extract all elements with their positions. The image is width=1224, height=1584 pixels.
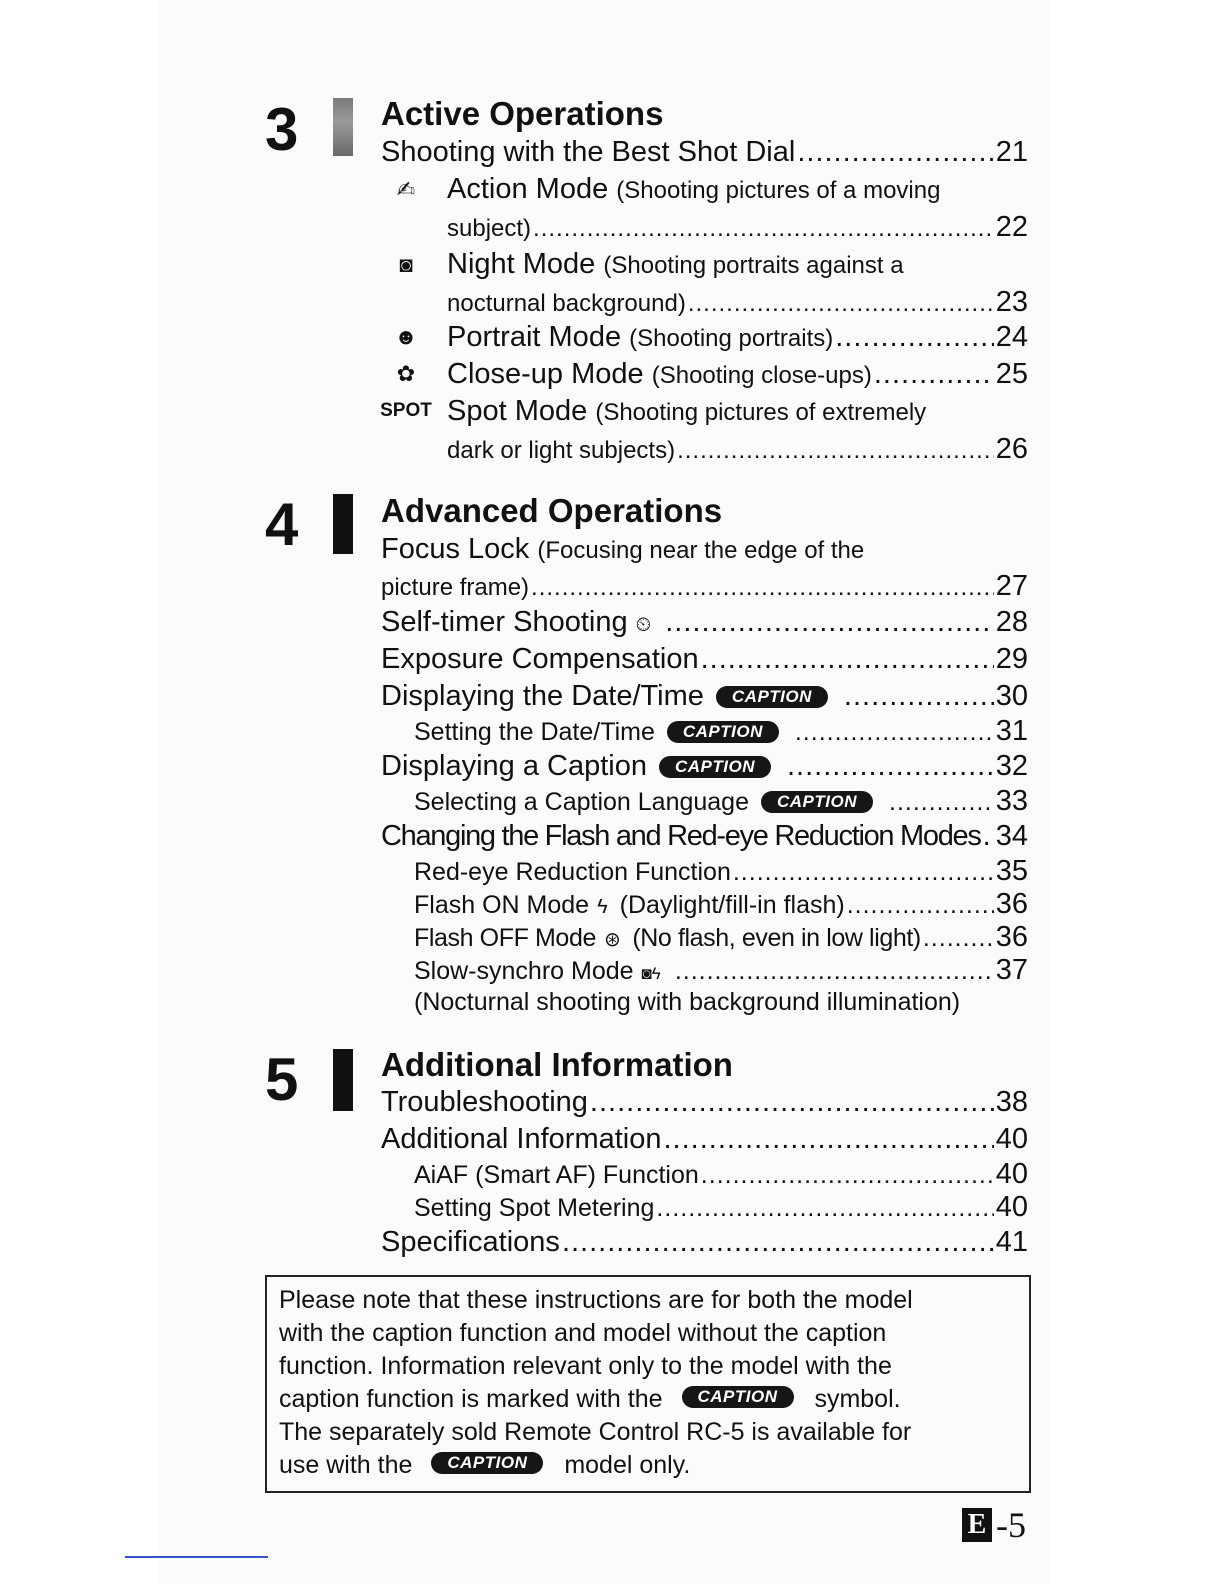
note-text: model only. <box>564 1451 691 1479</box>
entry-label: Specifications <box>381 1226 560 1258</box>
dot-leader <box>797 138 993 167</box>
entry-label: Flash OFF Mode <box>414 924 596 952</box>
page-number: 37 <box>995 954 1028 986</box>
toc-entry-close-up-mode[interactable] <box>447 360 1028 389</box>
entry-label: Portrait Mode <box>447 321 622 353</box>
entry-label: Spot Mode <box>447 395 588 427</box>
note-line <box>279 1453 690 1478</box>
section-title-advanced-operations: Advanced Operations <box>381 492 723 529</box>
page-number: 31 <box>995 715 1028 747</box>
dot-leader <box>701 645 994 674</box>
page-number: 36 <box>995 888 1028 920</box>
toc-entry-display-caption[interactable] <box>381 752 1028 781</box>
entry-label: Troubleshooting <box>381 1086 588 1118</box>
toc-entry-flash-modes[interactable] <box>381 822 1028 851</box>
dot-leader <box>847 893 994 918</box>
page-number: 40 <box>995 1158 1028 1190</box>
dot-leader <box>665 608 994 637</box>
footer-rule <box>125 1556 268 1558</box>
dot-leader <box>835 323 994 352</box>
note-text: caption function is marked with the <box>279 1385 663 1413</box>
entry-label: Focus Lock <box>381 533 530 565</box>
entry-description: picture frame) <box>381 574 530 601</box>
toc-entry-display-date-time[interactable] <box>381 682 1028 711</box>
dot-leader <box>874 360 994 389</box>
night-mode-icon: ◙ <box>399 252 413 277</box>
page-number: 25 <box>995 358 1028 390</box>
toc-entry-spot-metering[interactable] <box>414 1193 1028 1222</box>
dot-leader <box>677 439 994 463</box>
entry-label: Setting the Date/Time <box>414 718 655 746</box>
dot-leader <box>787 752 994 781</box>
entry-label: Close-up Mode <box>447 358 644 390</box>
entry-label: Setting Spot Metering <box>414 1194 655 1222</box>
entry-description: (Shooting pictures of a moving <box>616 177 941 204</box>
page-number: 23 <box>995 286 1028 318</box>
chapter-bar-5 <box>333 1049 353 1111</box>
slow-synchro-icon: ◙ϟ <box>641 964 661 983</box>
entry-label: Night Mode <box>447 248 596 280</box>
dot-leader <box>590 1088 994 1117</box>
page-number: 38 <box>995 1086 1028 1118</box>
caption-badge: CAPTION <box>431 1452 543 1474</box>
toc-entry-troubleshooting[interactable] <box>381 1088 1028 1117</box>
entry-label: Shooting with the Best Shot Dial <box>381 136 796 168</box>
page-number: 32 <box>995 750 1028 782</box>
note-line: with the caption function and model without the caption <box>279 1319 887 1347</box>
entry-label: Displaying a Caption <box>381 750 647 782</box>
dot-leader <box>701 1163 994 1188</box>
toc-entry-continuation[interactable] <box>447 288 1028 317</box>
caption-badge: CAPTION <box>682 1386 794 1408</box>
language-badge: E <box>962 1508 992 1542</box>
toc-entry-continuation[interactable] <box>447 213 1028 242</box>
page-number: 35 <box>995 855 1028 887</box>
page-number: 30 <box>995 680 1028 712</box>
chapter-bar-3 <box>333 98 353 156</box>
entry-description: (Focusing near the edge of the <box>537 537 865 564</box>
note-text: symbol. <box>814 1385 901 1413</box>
chapter-number-4: 4 <box>265 491 299 558</box>
entry-label: AiAF (Smart AF) Function <box>414 1161 699 1189</box>
dot-leader <box>531 576 994 600</box>
toc-entry-exposure-compensation[interactable] <box>381 645 1028 674</box>
note-line: function. Information relevant only to the model with the <box>279 1352 892 1380</box>
note-line: Please note that these instructions are for both the model <box>279 1286 913 1314</box>
entry-label: Slow-synchro Mode <box>414 957 634 985</box>
toc-entry-spot-mode[interactable] <box>447 397 926 426</box>
spot-mode-icon: SPOT <box>380 400 432 421</box>
caption-badge: CAPTION <box>659 756 771 778</box>
page-number: 22 <box>995 211 1028 243</box>
section-title-active-operations: Active Operations <box>381 95 664 132</box>
toc-entry[interactable] <box>381 138 1028 167</box>
page-number: 21 <box>995 136 1028 168</box>
dot-leader <box>733 860 994 885</box>
toc-entry-set-date-time[interactable] <box>414 717 1028 746</box>
entry-description: subject) <box>447 215 532 242</box>
dot-leader <box>923 926 994 951</box>
toc-entry-description: (Nocturnal shooting with background illumination) <box>414 988 961 1016</box>
dot-leader <box>795 720 994 745</box>
entry-label: Displaying the Date/Time <box>381 680 704 712</box>
entry-label: Exposure Compensation <box>381 643 699 675</box>
dot-leader <box>675 959 994 984</box>
toc-entry-aiaf[interactable] <box>414 1160 1028 1189</box>
toc-entry-additional-info[interactable] <box>381 1125 1028 1154</box>
chapter-number-3: 3 <box>265 96 299 163</box>
toc-entry-flash-on[interactable] <box>414 890 1028 919</box>
page-number: 40 <box>995 1191 1028 1223</box>
entry-label: Action Mode <box>447 173 609 205</box>
portrait-mode-icon: ☻ <box>394 324 418 349</box>
toc-entry-night-mode[interactable] <box>447 250 904 279</box>
entry-description: nocturnal background) <box>447 290 686 317</box>
page-number: 26 <box>995 433 1028 465</box>
dot-leader <box>562 1228 994 1257</box>
self-timer-icon: ⏲ <box>635 614 652 636</box>
page-number: 28 <box>995 606 1028 638</box>
flash-on-icon: ϟ <box>597 896 608 918</box>
caption-badge: CAPTION <box>667 721 779 743</box>
note-line: The separately sold Remote Control RC-5 is available for <box>279 1418 912 1446</box>
page-number: 33 <box>995 785 1028 817</box>
dot-leader <box>844 682 994 711</box>
page-number: 27 <box>995 570 1028 602</box>
entry-label: Additional Information <box>381 1123 662 1155</box>
entry-description: (Shooting portraits against a <box>603 252 904 279</box>
entry-description: dark or light subjects) <box>447 437 676 464</box>
entry-description: (Shooting pictures of extremely <box>595 399 927 426</box>
dot-leader <box>688 292 994 316</box>
entry-description: (No flash, even in low light) <box>632 924 921 952</box>
toc-entry-specifications[interactable] <box>381 1228 1028 1257</box>
entry-description: (Daylight/fill-in flash) <box>619 891 845 919</box>
entry-label: Red-eye Reduction Function <box>414 858 731 886</box>
dot-leader <box>533 217 994 241</box>
note-line <box>279 1387 901 1412</box>
section-title-additional-information: Additional Information <box>381 1046 733 1083</box>
toc-entry-focus-lock[interactable] <box>381 535 864 564</box>
note-text: use with the <box>279 1451 413 1479</box>
caption-badge: CAPTION <box>761 791 873 813</box>
toc-entry-portrait-mode[interactable] <box>447 323 1028 352</box>
dot-leader <box>656 1196 993 1221</box>
toc-entry-self-timer[interactable] <box>381 608 1028 637</box>
page-number-footer: -5 <box>996 1505 1026 1545</box>
flash-off-icon: ⊛ <box>603 929 621 951</box>
entry-description: (Shooting close-ups) <box>651 362 872 389</box>
entry-description: (Shooting portraits) <box>629 325 834 352</box>
toc-entry-caption-language[interactable] <box>414 787 1028 816</box>
page-number: 40 <box>995 1123 1028 1155</box>
toc-entry-action-mode[interactable] <box>447 175 940 204</box>
page-number: 41 <box>995 1226 1028 1258</box>
caption-badge: CAPTION <box>716 686 828 708</box>
entry-label: Changing the Flash and Red-eye Reduction Modes <box>381 820 981 852</box>
toc-entry-flash-off[interactable] <box>414 923 1028 952</box>
entry-label: Self-timer Shooting <box>381 606 628 638</box>
dot-leader <box>664 1125 994 1154</box>
page-number: 29 <box>995 643 1028 675</box>
page-number: 36 <box>995 921 1028 953</box>
page-number: 24 <box>995 321 1028 353</box>
toc-entry-continuation[interactable] <box>381 572 1028 601</box>
toc-entry-continuation[interactable] <box>447 435 1028 464</box>
dot-leader <box>889 790 994 815</box>
entry-label: Flash ON Mode <box>414 891 590 919</box>
close-up-mode-icon: ✿ <box>396 361 416 386</box>
entry-label: Selecting a Caption Language <box>414 788 749 816</box>
toc-entry-slow-synchro[interactable] <box>414 956 1028 985</box>
dot-leader <box>983 822 994 851</box>
action-mode-icon: ✍ <box>396 177 416 202</box>
page-number: 34 <box>995 820 1028 852</box>
chapter-number-5: 5 <box>265 1046 299 1113</box>
toc-entry-red-eye[interactable] <box>414 857 1028 886</box>
chapter-bar-4 <box>333 494 353 554</box>
